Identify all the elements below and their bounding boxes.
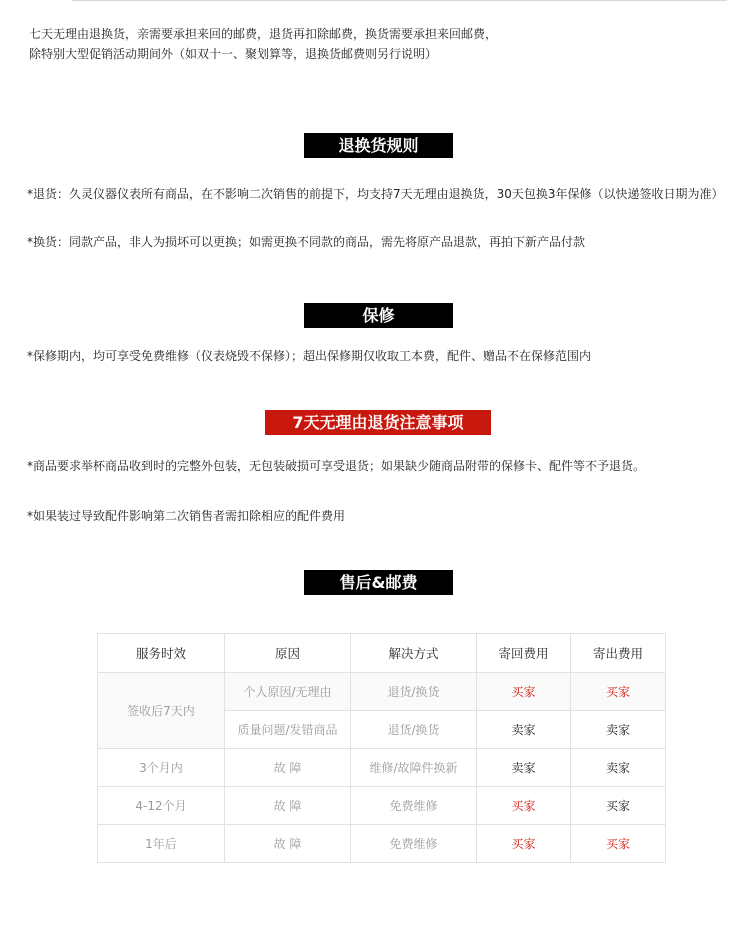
exchange-rule-paragraph: *换货：同款产品，非人为损坏可以更换；如需更换不同款的商品，需先将原产品退款，再拍下新产品付款 [27,235,586,249]
period-cell: 签收后7天内 [98,673,225,749]
reason-cell: 故 障 [225,787,351,825]
seven-day-paragraph-1: *商品要求举杯商品收到时的完整外包装，无包装破损可享受退货；如果缺少随商品附带的保修卡、配件等不予退货。 [27,459,646,473]
table-header-row [98,634,666,673]
table-row [98,749,666,787]
return-fee-cell: 买家 [477,787,571,825]
period-cell: 4-12个月 [98,787,225,825]
send-fee-cell: 买家 [571,787,666,825]
header-return-fee: 寄回费用 [477,634,571,673]
reason-cell: 质量问题/发错商品 [225,711,351,749]
return-rule-paragraph: *退货：久灵仪器仪表所有商品，在不影响二次销售的前提下，均支持7天无理由退换货，30天包换3年保修（以快递签收日期为准） [27,187,724,201]
return-fee-cell: 买家 [477,825,571,863]
warranty-banner: 保修 [304,303,453,328]
header-period: 服务时效 [98,634,225,673]
intro-line-1: 七天无理由退换货，亲需要承担来回的邮费，退货再扣除邮费，换货需要承担来回邮费， [29,27,498,41]
seven-day-banner: 7天无理由退货注意事项 [265,410,491,435]
table-row [98,787,666,825]
solution-cell: 退货/换货 [351,673,477,711]
header-send-fee: 寄出费用 [571,634,666,673]
reason-cell: 个人原因/无理由 [225,673,351,711]
header-reason: 原因 [225,634,351,673]
after-sales-banner: 售后&邮费 [304,570,453,595]
return-fee-cell: 卖家 [477,711,571,749]
return-fee-cell: 卖家 [477,749,571,787]
send-fee-cell: 买家 [571,825,666,863]
solution-cell: 免费维修 [351,825,477,863]
send-fee-cell: 买家 [571,673,666,711]
return-fee-cell: 买家 [477,673,571,711]
period-cell: 1年后 [98,825,225,863]
seven-day-paragraph-2: *如果装过导致配件影响第二次销售者需扣除相应的配件费用 [27,509,346,523]
period-cell: 3个月内 [98,749,225,787]
solution-cell: 退货/换货 [351,711,477,749]
after-sales-table [97,633,666,863]
send-fee-cell: 卖家 [571,711,666,749]
reason-cell: 故 障 [225,825,351,863]
intro-text [29,24,497,64]
solution-cell: 免费维修 [351,787,477,825]
top-divider [72,0,727,1]
header-solution: 解决方式 [351,634,477,673]
solution-cell: 维修/故障件换新 [351,749,477,787]
reason-cell: 故 障 [225,749,351,787]
return-rules-banner: 退换货规则 [304,133,453,158]
table-row [98,673,666,711]
warranty-paragraph: *保修期内，均可享受免费维修（仪表烧毁不保修）；超出保修期仅收取工本费，配件、赠品不在保修范围内 [27,349,592,363]
intro-line-2: 除特别大型促销活动期间外（如双十一、聚划算等，退换货邮费则另行说明） [29,47,438,61]
send-fee-cell: 卖家 [571,749,666,787]
table-row [98,825,666,863]
